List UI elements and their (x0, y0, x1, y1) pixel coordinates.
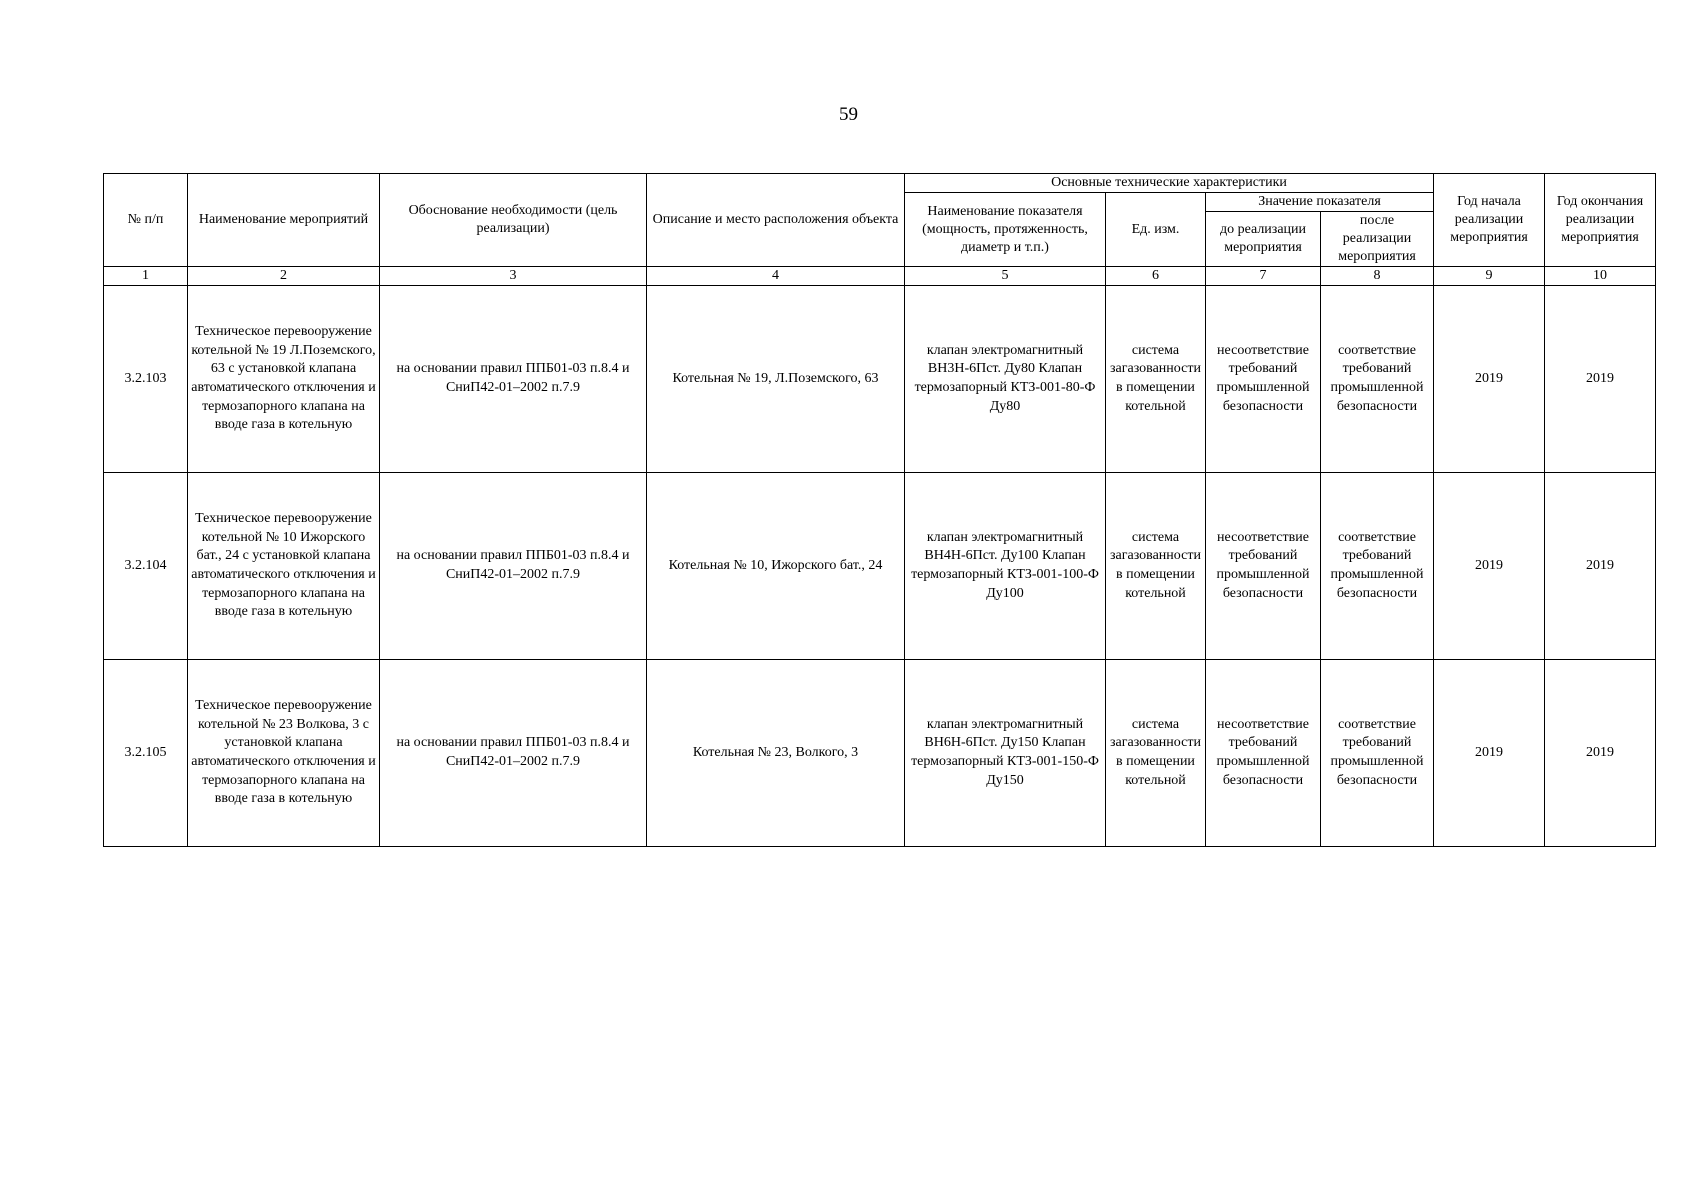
header-col-num: № п/п (104, 174, 188, 267)
header-col-year-end: Год окончания реализации мероприятия (1545, 174, 1656, 267)
measure-name: Техническое перевооружение котельной № 23 Волкова, 3 с установкой клапана автоматического отключения и термозапорного клапана на вводе газа в котельную (188, 660, 380, 847)
column-number: 8 (1321, 267, 1434, 286)
measure-basis: на основании правил ППБ01-03 п.8.4 и СниП42-01–2002 п.7.9 (380, 660, 647, 847)
column-number: 6 (1106, 267, 1206, 286)
table-row (104, 286, 1656, 473)
unit-of-measure: система загазованности в помещении котельной (1106, 286, 1206, 473)
column-number: 10 (1545, 267, 1656, 286)
value-before: несоответствие требований промышленной безопасности (1206, 286, 1321, 473)
header-col-unit: Ед. изм. (1106, 193, 1206, 267)
measure-name: Техническое перевооружение котельной № 19 Л.Поземского, 63 с установкой клапана автоматического отключения и термозапорного клапана на вводе газа в котельную (188, 286, 380, 473)
header-group-value: Значение показателя (1206, 193, 1434, 212)
measure-basis: на основании правил ППБ01-03 п.8.4 и СниП42-01–2002 п.7.9 (380, 473, 647, 660)
unit-of-measure: система загазованности в помещении котельной (1106, 473, 1206, 660)
unit-of-measure: система загазованности в помещении котельной (1106, 660, 1206, 847)
value-before: несоответствие требований промышленной безопасности (1206, 473, 1321, 660)
table-row (104, 660, 1656, 847)
column-number-row (104, 267, 1656, 286)
header-col-after: после реализации мероприятия (1321, 212, 1434, 267)
header-col-year-start: Год начала реализации мероприятия (1434, 174, 1545, 267)
header-col-before: до реализации мероприятия (1206, 212, 1321, 267)
measures-table (103, 173, 1656, 847)
column-number: 3 (380, 267, 647, 286)
indicator-name: клапан электромагнитный ВН6Н-6Пст. Ду150 Клапан термозапорный КТЗ-001-150-Ф Ду150 (905, 660, 1106, 847)
column-number: 4 (647, 267, 905, 286)
column-number: 9 (1434, 267, 1545, 286)
object-location: Котельная № 23, Волкого, 3 (647, 660, 905, 847)
column-number: 7 (1206, 267, 1321, 286)
value-after: соответствие требований промышленной безопасности (1321, 660, 1434, 847)
year-start: 2019 (1434, 473, 1545, 660)
row-number: 3.2.103 (104, 286, 188, 473)
indicator-name: клапан электромагнитный ВН3Н-6Пст. Ду80 Клапан термозапорный КТЗ-001-80-Ф Ду80 (905, 286, 1106, 473)
year-start: 2019 (1434, 660, 1545, 847)
year-end: 2019 (1545, 473, 1656, 660)
row-number: 3.2.104 (104, 473, 188, 660)
column-number: 2 (188, 267, 380, 286)
year-end: 2019 (1545, 286, 1656, 473)
object-location: Котельная № 19, Л.Поземского, 63 (647, 286, 905, 473)
column-number: 5 (905, 267, 1106, 286)
year-start: 2019 (1434, 286, 1545, 473)
page-number: 59 (839, 104, 858, 125)
year-end: 2019 (1545, 660, 1656, 847)
column-number: 1 (104, 267, 188, 286)
value-after: соответствие требований промышленной безопасности (1321, 473, 1434, 660)
header-col-basis: Обоснование необходимости (цель реализации) (380, 174, 647, 267)
table-row (104, 473, 1656, 660)
header-col-indicator: Наименование показателя (мощность, протяженность, диаметр и т.п.) (905, 193, 1106, 267)
header-col-location: Описание и место расположения объекта (647, 174, 905, 267)
table-header (104, 174, 1656, 286)
measure-basis: на основании правил ППБ01-03 п.8.4 и СниП42-01–2002 п.7.9 (380, 286, 647, 473)
row-number: 3.2.105 (104, 660, 188, 847)
table-body (104, 286, 1656, 847)
value-before: несоответствие требований промышленной безопасности (1206, 660, 1321, 847)
value-after: соответствие требований промышленной безопасности (1321, 286, 1434, 473)
indicator-name: клапан электромагнитный ВН4Н-6Пст. Ду100 Клапан термозапорный КТЗ-001-100-Ф Ду100 (905, 473, 1106, 660)
header-col-name: Наименование мероприятий (188, 174, 380, 267)
header-group-tech: Основные технические характеристики (905, 174, 1434, 193)
measure-name: Техническое перевооружение котельной № 10 Ижорского бат., 24 с установкой клапана автоматического отключения и термозапорного клапана на вводе газа в котельную (188, 473, 380, 660)
object-location: Котельная № 10, Ижорского бат., 24 (647, 473, 905, 660)
